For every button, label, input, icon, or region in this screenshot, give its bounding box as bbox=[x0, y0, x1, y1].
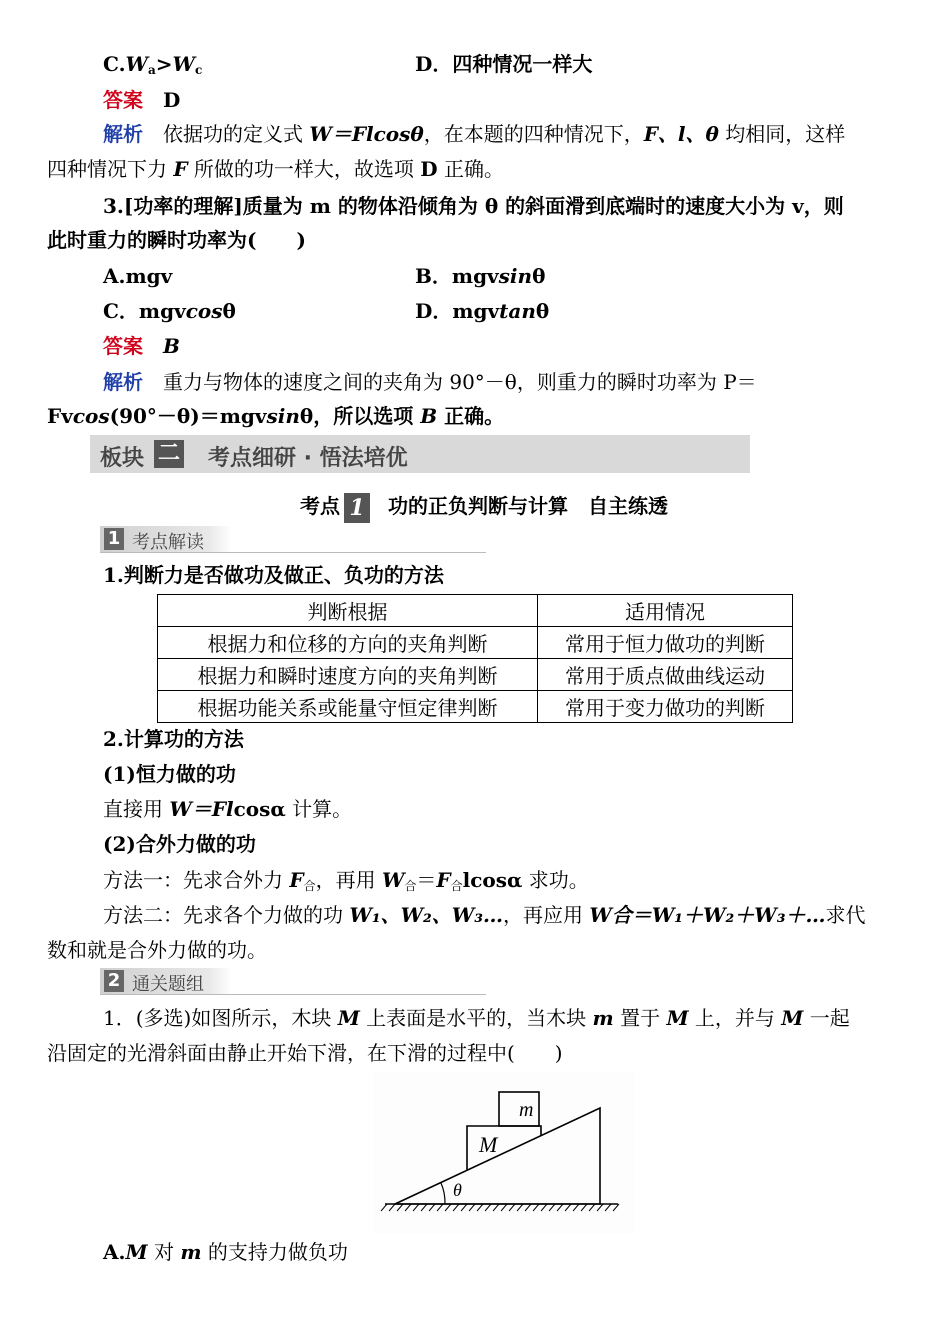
table-cell: 常用于变力做功的判断 bbox=[538, 691, 793, 723]
table-header-row bbox=[158, 595, 793, 627]
q3-option-b: B．mgvsinθ bbox=[415, 264, 546, 288]
banner-prefix: 板块 bbox=[100, 446, 145, 471]
answer-line-3: 答案 B bbox=[103, 334, 180, 358]
section-2-title: 2.计算功的方法 bbox=[103, 727, 244, 751]
table-cell: 常用于恒力做功的判断 bbox=[538, 627, 793, 659]
option-c: $C.W_a>W_c$ bbox=[103, 52, 203, 77]
sub-point-2: (2)合外力做的功 bbox=[103, 832, 256, 856]
table-row bbox=[158, 659, 793, 691]
section-banner bbox=[90, 435, 750, 473]
sub-tag-1: 1 考点解读 bbox=[100, 526, 486, 553]
analysis-line: 解析 依据功的定义式 W＝Flcosθ，在本题的四种情况下，F、l、θ 均相同，这样 bbox=[103, 122, 846, 146]
label-M: M bbox=[479, 1132, 498, 1157]
analysis-line-3b: Fvcos(90°－θ)＝mgvsinθ，所以选项 B 正确。 bbox=[47, 404, 505, 428]
q3-option-c: C．mgvcosθ bbox=[103, 299, 236, 323]
method-1: 方法一：先求合外力 $F_合$，再用 $W_合=F_合lcos\alpha$ 求功。 bbox=[103, 868, 589, 893]
question-3-line-1: 3.[功率的理解]质量为 m 的物体沿倾角为 θ 的斜面滑到底端时的速度大小为 v，则 bbox=[103, 194, 844, 218]
q1-option-a: A.M 对 m 的支持力做负功 bbox=[103, 1240, 348, 1264]
method-2: 方法二：先求各个力做的功 W₁、W₂、W₃…，再应用 W合＝W₁＋W₂＋W₃＋…求代 bbox=[103, 903, 866, 927]
table-header: 判断根据 bbox=[158, 595, 538, 627]
question-1-line-1: 1．(多选)如图所示，木块 M 上表面是水平的，当木块 m 置于 M 上，并与 M 一起 bbox=[103, 1006, 850, 1030]
method-2-line-2: 数和就是合外力做的功。 bbox=[47, 938, 267, 962]
question-3-line-2: 此时重力的瞬时功率为( ) bbox=[47, 228, 306, 252]
table-header: 适用情况 bbox=[538, 595, 793, 627]
table-cell: 常用于质点做曲线运动 bbox=[538, 659, 793, 691]
section-1-title: 1.判断力是否做功及做正、负功的方法 bbox=[103, 563, 444, 587]
sub-tag-2: 2 通关题组 bbox=[100, 968, 486, 995]
incline-figure bbox=[373, 1072, 635, 1234]
analysis-line-3: 解析 重力与物体的速度之间的夹角为 90°－θ，则重力的瞬时功率为 P＝ bbox=[103, 370, 757, 394]
banner-number: 二 bbox=[154, 440, 184, 468]
kaodian-heading: 考点 1 功的正负判断与计算 自主练透 bbox=[300, 494, 668, 521]
option-d: D．四种情况一样大 bbox=[415, 52, 593, 76]
table-row bbox=[158, 691, 793, 723]
constant-force-text: 直接用 W＝Flcosα 计算。 bbox=[103, 797, 353, 821]
table-cell: 根据力和瞬时速度方向的夹角判断 bbox=[158, 659, 538, 691]
q3-option-d: D．mgvtanθ bbox=[415, 299, 550, 323]
answer-line: 答案 D bbox=[103, 88, 181, 112]
label-theta: θ bbox=[453, 1180, 462, 1200]
q3-option-a: A.mgv bbox=[103, 264, 173, 288]
sub-point-1: (1)恒力做的功 bbox=[103, 762, 236, 786]
analysis-line-2: 四种情况下力 F 所做的功一样大，故选项 D 正确。 bbox=[47, 157, 504, 181]
table-cell: 根据功能关系或能量守恒定律判断 bbox=[158, 691, 538, 723]
table-cell: 根据力和位移的方向的夹角判断 bbox=[158, 627, 538, 659]
question-1-line-2: 沿固定的光滑斜面由静止开始下滑，在下滑的过程中( ) bbox=[47, 1041, 563, 1065]
method-table bbox=[157, 594, 793, 723]
table-row bbox=[158, 627, 793, 659]
label-m: m bbox=[519, 1099, 534, 1121]
kaodian-number: 1 bbox=[344, 493, 370, 523]
banner-title: 考点细研 · 悟法培优 bbox=[208, 446, 408, 471]
